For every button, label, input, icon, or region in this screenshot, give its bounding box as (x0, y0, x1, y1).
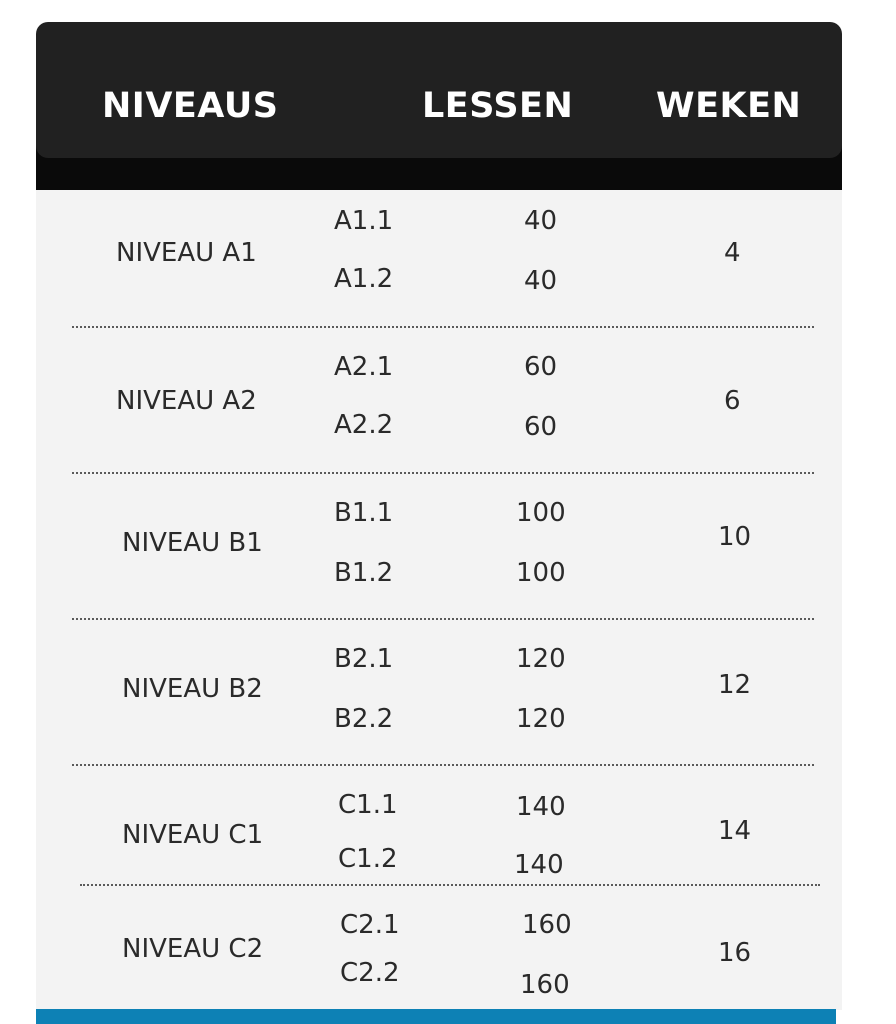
weeks: 12 (718, 670, 752, 700)
row-divider (72, 764, 814, 766)
header-lessen: LESSEN (422, 86, 574, 126)
row-divider (80, 884, 820, 886)
weeks: 14 (718, 816, 752, 846)
lessons-1: 120 (516, 644, 566, 674)
sublevel-1: A1.1 (334, 206, 394, 236)
lessons-1: 40 (524, 206, 558, 236)
level-name: NIVEAU A1 (116, 238, 257, 268)
level-name: NIVEAU C1 (122, 820, 264, 850)
sublevel-1: C1.1 (338, 790, 398, 820)
lessons-1: 60 (524, 352, 558, 382)
row-divider (72, 472, 814, 474)
weeks: 16 (718, 938, 752, 968)
level-name: NIVEAU B1 (122, 528, 263, 558)
lessons-2: 140 (514, 850, 564, 880)
level-name: NIVEAU C2 (122, 934, 264, 964)
sublevel-2: B2.2 (334, 704, 394, 734)
weeks: 10 (718, 522, 752, 552)
row-divider (72, 618, 814, 620)
weeks: 6 (724, 386, 741, 416)
sublevel-2: C2.2 (340, 958, 400, 988)
table-header (36, 22, 842, 158)
course-levels-table (36, 22, 842, 1024)
lessons-1: 160 (522, 910, 572, 940)
weeks: 4 (724, 238, 741, 268)
sublevel-2: A1.2 (334, 264, 394, 294)
sublevel-1: B1.1 (334, 498, 394, 528)
header-niveaus: NIVEAUS (102, 86, 279, 126)
header-weken: WEKEN (656, 86, 802, 126)
sublevel-1: A2.1 (334, 352, 394, 382)
lessons-1: 140 (516, 792, 566, 822)
lessons-2: 60 (524, 412, 558, 442)
sublevel-2: A2.2 (334, 410, 394, 440)
row-divider (72, 326, 814, 328)
lessons-1: 100 (516, 498, 566, 528)
level-name: NIVEAU B2 (122, 674, 263, 704)
lessons-2: 120 (516, 704, 566, 734)
sublevel-1: C2.1 (340, 910, 400, 940)
sublevel-2: C1.2 (338, 844, 398, 874)
level-name: NIVEAU A2 (116, 386, 257, 416)
table-body (36, 190, 842, 1010)
sublevel-2: B1.2 (334, 558, 394, 588)
lessons-2: 100 (516, 558, 566, 588)
lessons-2: 160 (520, 970, 570, 1000)
sublevel-1: B2.1 (334, 644, 394, 674)
footer-accent-bar (36, 1009, 836, 1024)
lessons-2: 40 (524, 266, 558, 296)
